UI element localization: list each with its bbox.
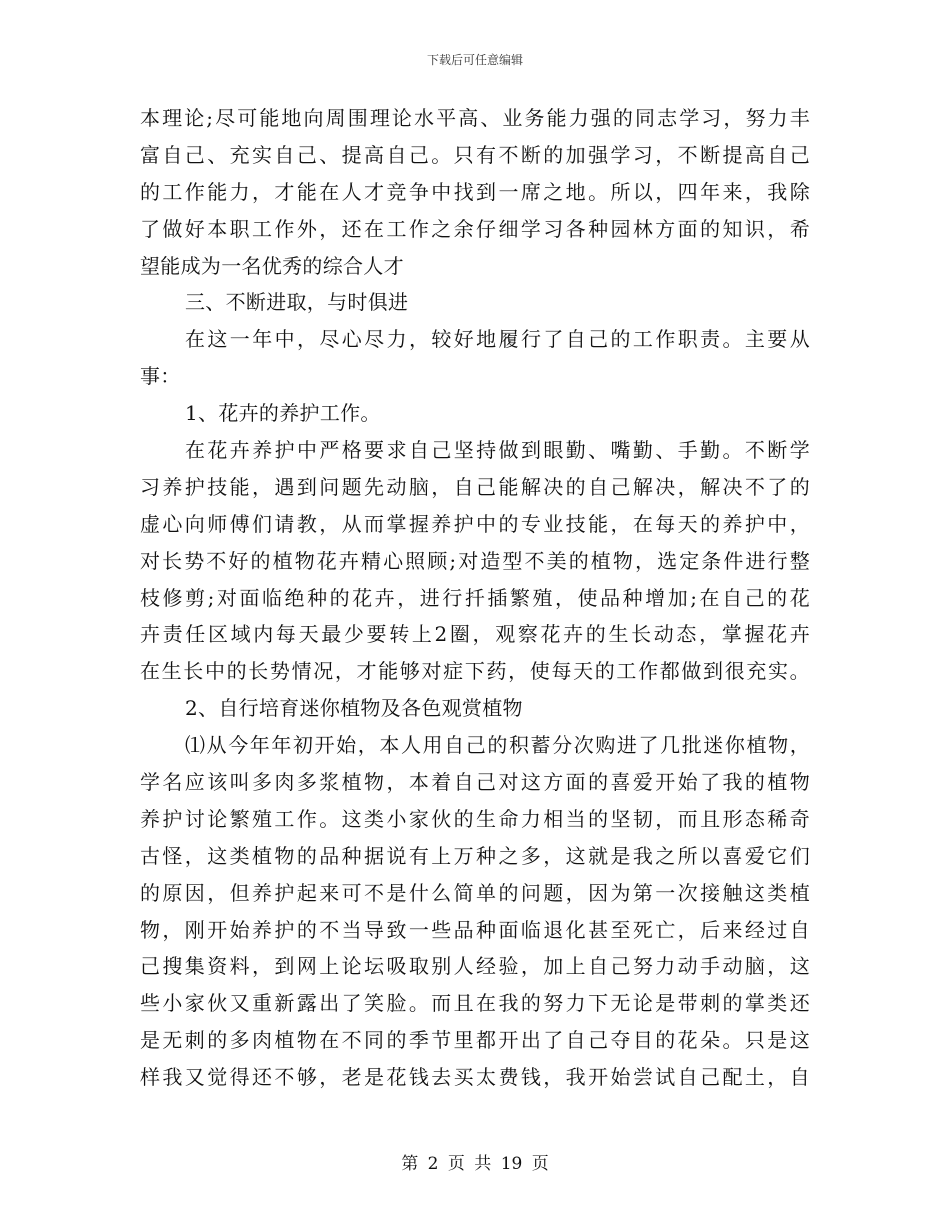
text-line: 学名应该叫多肉多浆植物，本着自己对这方面的喜爱开始了我的植物 (140, 770, 810, 795)
text-line: 2、自行培育迷你植物及各色观赏植物 (185, 696, 523, 721)
text-line: 养护讨论繁殖工作。这类小家伙的生命力相当的坚韧，而且形态稀奇 (140, 806, 810, 831)
text-line: 富自己、充实自己、提高自己。只有不断的加强学习，不断提高自己 (140, 142, 810, 167)
document-body (140, 100, 810, 1096)
text-line: 样我又觉得还不够，老是花钱去买太费钱，我开始尝试自己配土，自 (140, 1065, 810, 1090)
text-line: 对长势不好的植物花卉精心照顾;对造型不美的植物，选定条件进行整 (140, 548, 810, 573)
page-header: 下载后可任意编辑 (426, 53, 523, 67)
text-line: 古怪，这类植物的品种据说有上万种之多，这就是我之所以喜爱它们 (140, 843, 810, 868)
text-line: 些小家伙又重新露出了笑脸。而且在我的努力下无论是带刺的掌类还 (140, 991, 810, 1016)
text-line: ⑴从今年年初开始，本人用自己的积蓄分次购进了几批迷你植物， (185, 733, 810, 758)
text-line: 在生长中的长势情况，才能够对症下药，使每天的工作都做到很充实。 (140, 659, 810, 684)
text-line: 的原因，但养护起来可不是什么简单的问题，因为第一次接触这类植 (140, 880, 810, 905)
text-line: 物，刚开始养护的不当导致一些品种面临退化甚至死亡，后来经过自 (140, 917, 810, 942)
text-line: 望能成为一名优秀的综合人才 (140, 253, 404, 278)
text-line: 1、花卉的养护工作。 (185, 401, 381, 426)
text-line: 的工作能力，才能在人才竞争中找到一席之地。所以，四年来，我除 (140, 179, 810, 204)
text-line: 本理论;尽可能地向周围理论水平高、业务能力强的同志学习，努力丰 (140, 106, 810, 130)
text-line: 虚心向师傅们请教，从而掌握养护中的专业技能，在每天的养护中， (140, 511, 810, 536)
text-line: 事： (140, 364, 181, 389)
text-line: 己搜集资料，到网上论坛吸取别人经验，加上自己努力动手动脑，这 (140, 954, 810, 979)
text-line: 了做好本职工作外，还在工作之余仔细学习各种园林方面的知识，希 (140, 216, 810, 241)
text-line: 枝修剪;对面临绝种的花卉，进行扦插繁殖，使品种增加;在自己的花 (140, 585, 810, 610)
text-line: 三、不断进取，与时俱进 (185, 290, 409, 315)
page-footer: 第 2 页 共 19 页 (401, 1154, 549, 1174)
text-line: 在花卉养护中严格要求自己坚持做到眼勤、嘴勤、手勤。不断学 (185, 438, 810, 463)
text-line: 是无刺的多肉植物在不同的季节里都开出了自己夺目的花朵。只是这 (140, 1028, 810, 1053)
text-line: 习养护技能，遇到问题先动脑，自己能解决的自己解决，解决不了的 (140, 474, 810, 499)
text-line: 卉责任区域内每天最少要转上2圈，观察花卉的生长动态，掌握花卉 (140, 622, 810, 647)
text-line: 在这一年中，尽心尽力，较好地履行了自己的工作职责。主要从 (185, 327, 810, 352)
